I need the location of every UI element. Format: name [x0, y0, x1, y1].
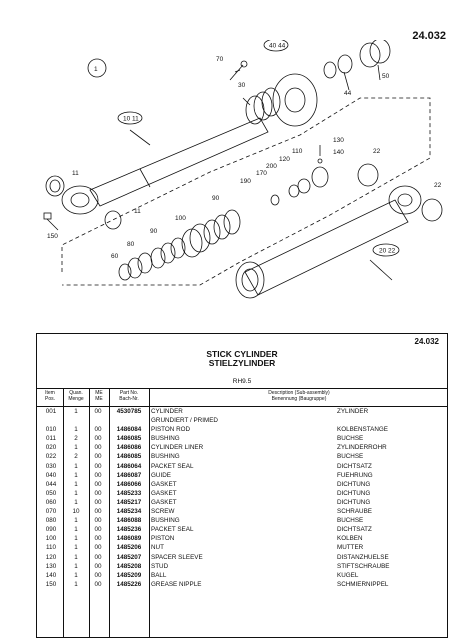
description-german: DICHTSATZ	[337, 462, 372, 470]
table-row	[37, 480, 447, 489]
callout-120: 120	[279, 156, 290, 163]
table-row	[37, 407, 447, 416]
description: GREASE NIPPLE	[151, 580, 202, 588]
part-number: 4530785	[116, 408, 142, 415]
unit: 00	[94, 517, 102, 525]
callout-90-b: 90	[150, 228, 158, 235]
callout-44: 44	[344, 90, 352, 97]
description-german: BUCHSE	[337, 453, 364, 461]
part-number: 1486085	[116, 453, 142, 461]
description: BUSHING	[151, 435, 180, 443]
rod-eye	[62, 186, 98, 214]
callout-80: 80	[127, 241, 135, 248]
title-english: STICK CYLINDER	[206, 349, 278, 359]
item-number: 044	[45, 480, 57, 488]
exploded-view-diagram	[0, 40, 476, 300]
description-german: SCHRAUBE	[337, 508, 372, 516]
description-german: DICHTSATZ	[337, 526, 372, 534]
table-row	[37, 443, 447, 452]
bushing-11-b	[105, 211, 121, 229]
table-row	[37, 452, 447, 461]
quantity: 1	[74, 462, 78, 470]
title-german: STIELZYLINDER	[208, 358, 276, 368]
description-german: DISTANZHUELSE	[337, 553, 389, 561]
description: GASKET	[151, 480, 177, 488]
callout-20-22: 20 22	[379, 247, 396, 255]
description: STUD	[151, 562, 169, 570]
part-number: 1485217	[116, 498, 142, 506]
item-number: 090	[45, 526, 57, 534]
quantity: 1	[74, 517, 78, 525]
table-row	[37, 571, 447, 580]
part-number: 1485233	[116, 489, 142, 497]
quantity: 2	[74, 453, 78, 461]
unit: 00	[94, 489, 102, 497]
table-row	[37, 498, 447, 507]
description-german: KUGEL	[337, 571, 359, 579]
item-number: 080	[45, 517, 57, 525]
unit: 00	[94, 453, 102, 461]
description-german: KOLBENSTANGE	[337, 426, 388, 434]
part-number: 1485207	[116, 553, 142, 561]
quantity: 1	[74, 444, 78, 452]
table-row	[37, 434, 447, 443]
quantity: 1	[74, 580, 78, 588]
piston-rod	[90, 115, 268, 206]
description: PISTON	[151, 535, 175, 543]
unit: 00	[94, 444, 102, 452]
callout-100: 100	[175, 215, 186, 222]
item-number: 030	[45, 462, 57, 470]
unit: 00	[94, 471, 102, 479]
callout-50: 50	[382, 73, 390, 80]
piston-100	[182, 229, 202, 257]
description: GASKET	[151, 498, 177, 506]
item-number: 022	[45, 453, 57, 461]
quantity: 1	[74, 426, 78, 434]
quantity: 1	[74, 489, 78, 497]
description: CYLINDER	[151, 408, 183, 415]
unit: 00	[94, 498, 102, 506]
item-number: 110	[45, 544, 57, 552]
table-row	[37, 562, 447, 571]
table-row	[37, 516, 447, 525]
item-number: 150	[45, 580, 57, 588]
unit: 00	[94, 580, 102, 588]
description-german: SCHMIERNIPPEL	[337, 580, 389, 588]
view-number: 1	[94, 66, 98, 73]
unit: 00	[94, 562, 102, 570]
part-number: 1485236	[116, 526, 142, 534]
description: NUT	[151, 544, 164, 552]
part-number: 1485234	[116, 508, 142, 516]
description: SPACER SLEEVE	[151, 553, 203, 561]
callout-150: 150	[47, 233, 58, 240]
description: GASKET	[151, 489, 177, 497]
part-number: 1486089	[116, 535, 142, 543]
description-german: KOLBEN	[337, 535, 363, 543]
header-part: Part No. Bach-Nr.	[119, 390, 139, 402]
item-number: 001	[45, 408, 57, 415]
table-header	[37, 388, 447, 407]
cylinder-eye	[389, 186, 421, 214]
quantity: 1	[74, 553, 78, 561]
description: CYLINDER LINER	[151, 444, 204, 452]
description-german: STIFTSCHRAUBE	[337, 562, 390, 570]
callout-22-a: 22	[373, 148, 381, 155]
callout-40-44: 40 44	[269, 42, 286, 50]
quantity: 1	[74, 471, 78, 479]
part-number: 1486085	[116, 435, 142, 443]
part-number: 1486088	[116, 517, 142, 525]
unit: 00	[94, 571, 102, 579]
table-row	[37, 580, 447, 589]
description-german: ZYLINDER	[337, 408, 369, 415]
quantity: 1	[74, 408, 78, 415]
unit: 00	[94, 462, 102, 470]
item-number: 011	[45, 435, 57, 443]
table-row	[37, 425, 447, 434]
unit: 00	[94, 408, 102, 415]
quantity: 1	[74, 535, 78, 543]
part-number: 1485226	[116, 580, 142, 588]
quantity: 1	[74, 480, 78, 488]
table-row	[37, 489, 447, 498]
description-german: FUEHRUNG	[337, 471, 373, 479]
table-row	[37, 525, 447, 534]
table-body	[37, 407, 447, 589]
header-description: Description (Sub-assembly) Benennung (Baugruppe)	[268, 390, 330, 402]
callout-11-a: 11	[72, 170, 79, 177]
callout-130: 130	[333, 137, 344, 144]
quantity: 2	[74, 435, 78, 443]
part-number: 1485209	[116, 571, 142, 579]
description: PISTON ROD	[151, 426, 191, 434]
callout-70: 70	[216, 56, 224, 63]
unit: 00	[94, 508, 102, 516]
callout-90-a: 90	[212, 195, 220, 202]
callout-190: 190	[240, 178, 251, 185]
unit: 00	[94, 544, 102, 552]
callout-22-b: 22	[434, 182, 442, 189]
item-number: 100	[45, 535, 57, 543]
description-german: DICHTUNG	[337, 480, 371, 488]
table-row	[37, 543, 447, 552]
header-me: ME ME	[95, 390, 103, 402]
callout-10-11: 10 11	[123, 115, 139, 123]
description-german: DICHTUNG	[337, 498, 371, 506]
bushing-11-a	[46, 176, 64, 196]
callout-140: 140	[333, 149, 344, 156]
unit: 00	[94, 535, 102, 543]
description: GRUNDIERT / PRIMED	[151, 417, 218, 425]
table-row	[37, 416, 447, 425]
part-number: 1486087	[116, 471, 142, 479]
quantity: 1	[74, 498, 78, 506]
unit: 00	[94, 426, 102, 434]
part-number: 1486066	[116, 480, 142, 488]
description: PACKET SEAL	[151, 526, 194, 534]
description: PACKET SEAL	[151, 462, 194, 470]
quantity: 1	[74, 526, 78, 534]
table-row	[37, 553, 447, 562]
description: SCREW	[151, 508, 175, 516]
item-number: 130	[45, 562, 57, 570]
part-number: 1485208	[116, 562, 142, 570]
quantity: 10	[72, 508, 80, 516]
unit: 00	[94, 553, 102, 561]
description-german: MUTTER	[337, 544, 364, 552]
parts-list-table	[36, 333, 448, 638]
quantity: 1	[74, 571, 78, 579]
quantity: 1	[74, 544, 78, 552]
page-number: 24.032	[412, 30, 446, 42]
part-number: 1486086	[116, 444, 142, 452]
description-german: BUCHSE	[337, 435, 364, 443]
description: GUIDE	[151, 471, 171, 479]
table-row	[37, 534, 447, 543]
unit: 00	[94, 526, 102, 534]
gasket-50	[360, 43, 380, 67]
header-qty: Quan. Menge	[68, 390, 84, 402]
description-german: DICHTUNG	[337, 489, 371, 497]
part-number: 1486064	[116, 462, 142, 470]
item-number: 050	[45, 489, 57, 497]
callout-170: 170	[256, 170, 267, 177]
item-number: 140	[45, 571, 57, 579]
item-number: 070	[45, 508, 57, 516]
callout-30: 30	[238, 82, 246, 89]
table-row	[37, 462, 447, 471]
parts-list-page-number: 24.032	[414, 337, 439, 346]
item-number: 020	[45, 444, 57, 452]
callout-60: 60	[111, 253, 119, 260]
unit: 00	[94, 480, 102, 488]
item-number: 010	[45, 426, 57, 434]
header-item: Item Pos.	[44, 390, 55, 402]
part-number: 1486084	[116, 426, 142, 434]
item-number: 040	[45, 471, 57, 479]
model-designation: RH9.5	[232, 378, 252, 385]
callout-110: 110	[292, 148, 303, 155]
part-number: 1485206	[116, 544, 142, 552]
quantity: 1	[74, 562, 78, 570]
description: BUSHING	[151, 453, 180, 461]
table-row	[37, 507, 447, 516]
callout-11-b: 11	[134, 208, 141, 215]
description: BALL	[151, 571, 167, 579]
item-number: 120	[45, 553, 57, 561]
description-german: BUCHSE	[337, 517, 364, 525]
item-number: 060	[45, 498, 57, 506]
table-row	[37, 471, 447, 480]
callout-200: 200	[266, 163, 277, 170]
description-german: ZYLINDERROHR	[337, 444, 387, 452]
description: BUSHING	[151, 517, 180, 525]
unit: 00	[94, 435, 102, 443]
